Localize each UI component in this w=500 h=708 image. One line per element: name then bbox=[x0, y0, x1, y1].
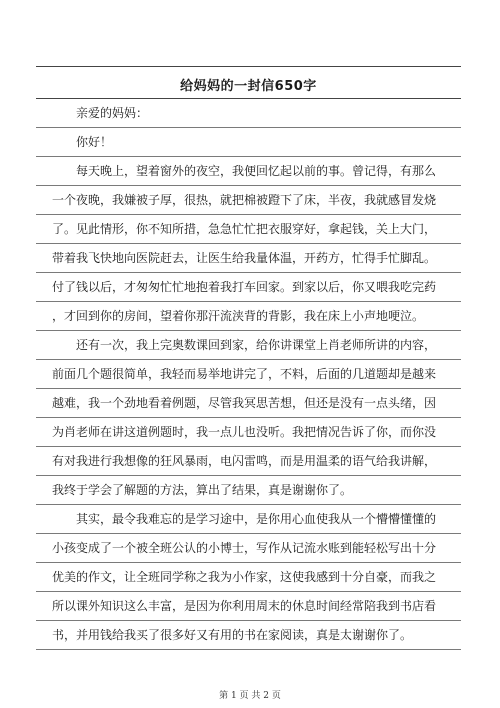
table-row bbox=[36, 244, 461, 273]
text-line: 有对我进行我想像的狂风暴雨，电闪雷鸣，而是用温柔的语气给我讲解， bbox=[52, 454, 437, 468]
text-line: 前面几个题很简单，我轻而易举地讲完了，不料，后面的几道题却是越来 bbox=[52, 367, 437, 381]
text-line: 带着我飞快地向医院赶去，让医生给我量体温，开药方，忙得手忙脚乱。 bbox=[52, 251, 437, 265]
text-line: 书，并用钱给我买了很多好又有用的书在家阅读，真是太谢谢你了。 bbox=[52, 628, 413, 642]
table-row bbox=[36, 99, 461, 128]
text-line: 了。见此情形，你不知所措，急急忙忙把衣服穿好，拿起钱，关上大门， bbox=[52, 222, 437, 236]
document-title: 给妈妈的一封信650字 bbox=[180, 79, 317, 94]
table-row bbox=[36, 418, 461, 447]
table-row bbox=[36, 128, 461, 157]
page-footer: 第 1 页 共 2 页 bbox=[219, 691, 281, 701]
title-row bbox=[36, 67, 461, 99]
table-row bbox=[36, 447, 461, 476]
table-row bbox=[36, 621, 461, 650]
table-row bbox=[36, 157, 461, 186]
text-line: 所以课外知识这么丰富，是因为你利用周末的休息时间经常陪我到书店看 bbox=[52, 599, 437, 613]
text-line: ，才回到你的房间，望着你那汗流浃背的背影，我在床上小声地哽泣。 bbox=[52, 309, 425, 323]
text-line: 小孩变成了一个被全班公认的小博士，写作从记流水账到能轻松写出十分 bbox=[52, 541, 437, 555]
table-row bbox=[36, 360, 461, 389]
text-line: 每天晚上，望着窗外的夜空，我便回忆起以前的事。曾记得，有那么 bbox=[76, 164, 437, 178]
table-row bbox=[36, 302, 461, 331]
text-line: 付了钱以后，才匆匆忙忙地抱着我打车回家。到家以后，你又喂我吃完药 bbox=[52, 280, 437, 294]
table-row bbox=[36, 534, 461, 563]
table-row bbox=[36, 215, 461, 244]
table-row bbox=[36, 563, 461, 592]
salutation: 亲爱的妈妈： bbox=[76, 106, 149, 120]
greeting: 你好！ bbox=[76, 135, 113, 149]
table-row bbox=[36, 331, 461, 360]
table-row bbox=[36, 592, 461, 621]
letter-table bbox=[36, 66, 461, 650]
text-line: 其实，最令我难忘的是学习途中，是你用心血使我从一个懵懵懂懂的 bbox=[76, 512, 437, 526]
table-row bbox=[36, 505, 461, 534]
table-row bbox=[36, 476, 461, 505]
table-row bbox=[36, 186, 461, 215]
text-line: 优美的作文，让全班同学称之我为小作家，这使我感到十分自豪，而我之 bbox=[52, 570, 437, 584]
text-line: 为肖老师在讲这道例题时，我一点儿也没听。我把情况告诉了你，而你没 bbox=[52, 425, 437, 439]
text-line: 还有一次，我上完奥数课回到家，给你讲课堂上肖老师所讲的内容， bbox=[76, 338, 437, 352]
text-line: 我终于学会了解题的方法，算出了结果，真是谢谢你了。 bbox=[52, 483, 353, 497]
text-line: 一个夜晚，我嫌被子厚，很热，就把棉被蹬下了床，半夜，我就感冒发烧 bbox=[52, 193, 437, 207]
table-row bbox=[36, 389, 461, 418]
text-line: 越难，我一个劲地看着例题，尽管我冥思苦想，但还是没有一点头绪，因 bbox=[52, 396, 437, 410]
table-row bbox=[36, 273, 461, 302]
